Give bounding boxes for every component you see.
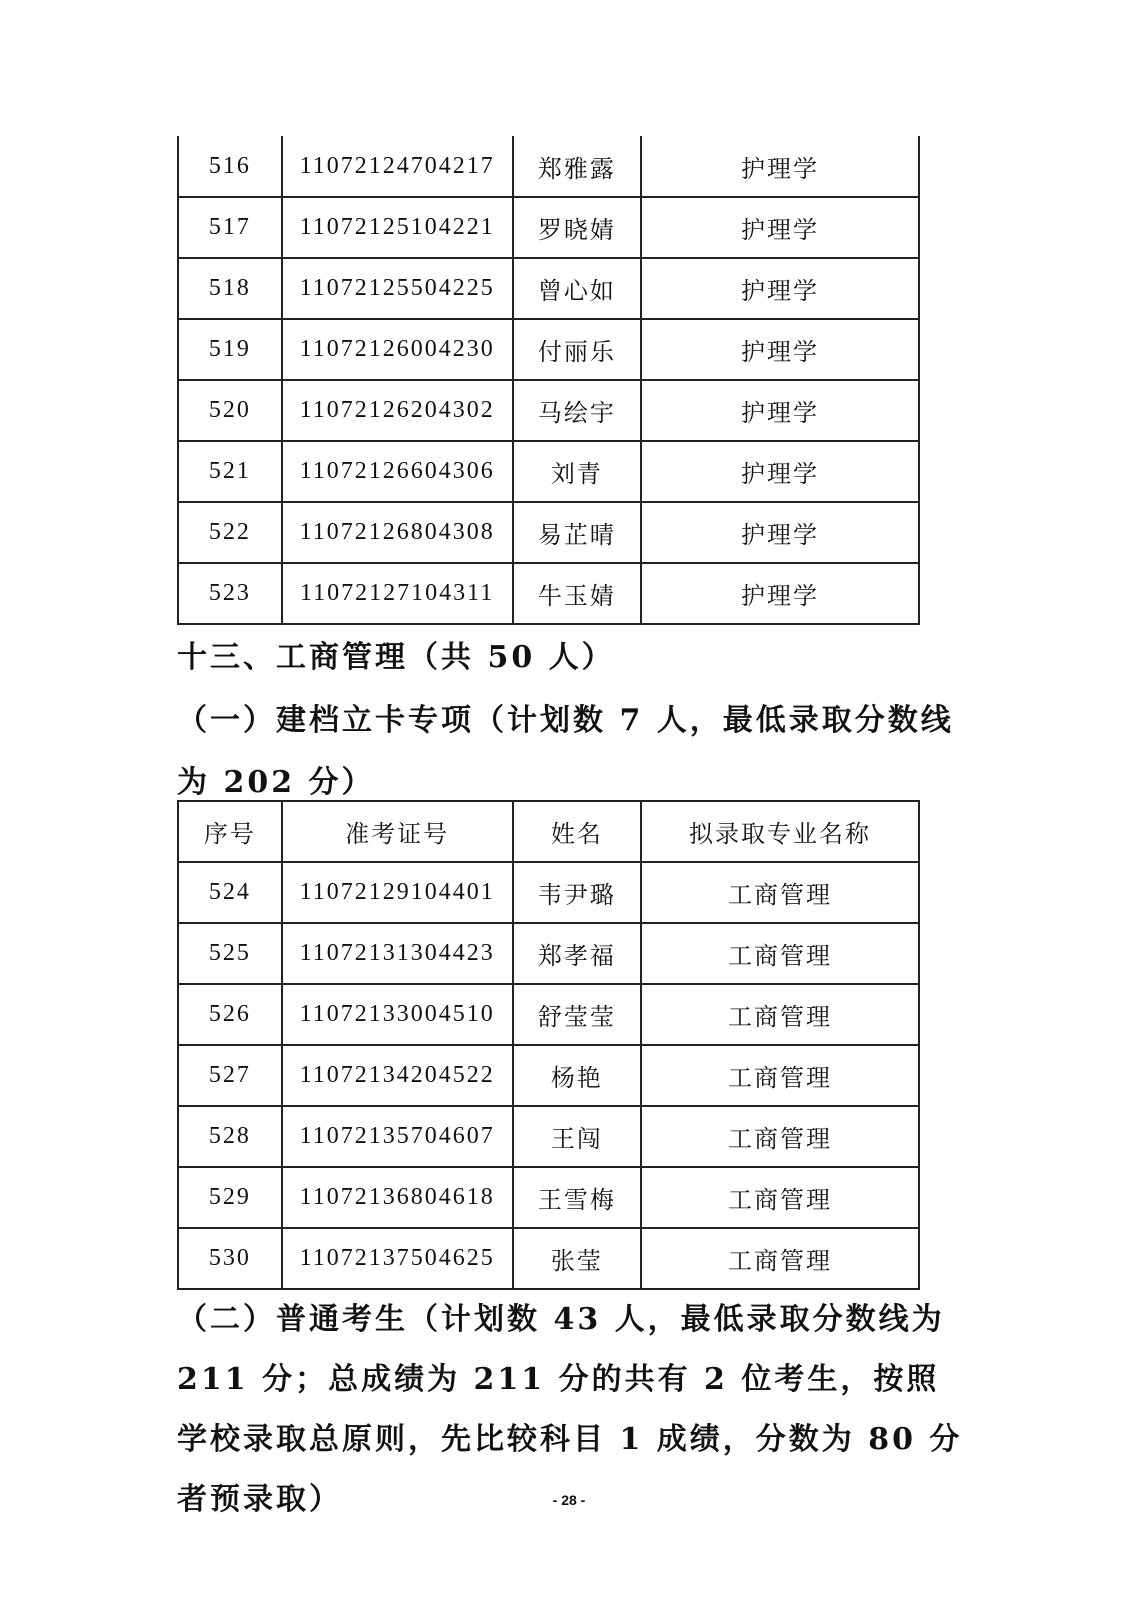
table-row	[178, 136, 919, 197]
cell-no: 530	[178, 1228, 282, 1289]
cell-major: 护理学	[641, 502, 919, 563]
table-row	[178, 502, 919, 563]
cell-no: 526	[178, 984, 282, 1045]
cell-no: 525	[178, 923, 282, 984]
cell-name: 曾心如	[513, 258, 642, 319]
section-heading: 十三、工商管理（共 50 人）	[177, 640, 615, 675]
cell-no: 523	[178, 563, 282, 624]
cell-major: 护理学	[641, 258, 919, 319]
cell-exam-id: 11072126004230	[282, 319, 513, 380]
cell-no: 521	[178, 441, 282, 502]
cell-name: 马绘宇	[513, 380, 642, 441]
cell-exam-id: 11072136804618	[282, 1167, 513, 1228]
cell-major: 工商管理	[641, 1045, 919, 1106]
cell-major: 工商管理	[641, 1167, 919, 1228]
admission-table-business	[177, 800, 920, 1290]
cell-name: 王雪梅	[513, 1167, 642, 1228]
cell-no: 518	[178, 258, 282, 319]
subsection-heading: （一）建档立卡专项（计划数 7 人，最低录取分数线为 202 分）	[177, 703, 954, 800]
cell-major: 护理学	[641, 136, 919, 197]
subsection-paragraph: （二）普通考生（计划数 43 人，最低录取分数线为 211 分；总成绩为 211 分的共有 2 位考生，按照学校录取总原则，先比较科目 1 成绩，分数为 80 分者预录取）	[177, 1302, 963, 1517]
cell-name: 舒莹莹	[513, 984, 642, 1045]
cell-major: 护理学	[641, 380, 919, 441]
table-row	[178, 1106, 919, 1167]
cell-no: 524	[178, 862, 282, 923]
cell-exam-id: 11072126804308	[282, 502, 513, 563]
table-row	[178, 1228, 919, 1289]
table-row	[178, 319, 919, 380]
table-row	[178, 197, 919, 258]
table-row	[178, 258, 919, 319]
cell-major: 工商管理	[641, 862, 919, 923]
cell-major: 护理学	[641, 319, 919, 380]
cell-name: 张莹	[513, 1228, 642, 1289]
cell-major: 护理学	[641, 563, 919, 624]
table-header-row	[178, 801, 919, 862]
table-row	[178, 923, 919, 984]
cell-exam-id: 11072135704607	[282, 1106, 513, 1167]
cell-major: 工商管理	[641, 923, 919, 984]
cell-name: 付丽乐	[513, 319, 642, 380]
cell-major: 工商管理	[641, 984, 919, 1045]
header-major: 拟录取专业名称	[641, 801, 919, 862]
cell-exam-id: 11072137504625	[282, 1228, 513, 1289]
cell-no: 517	[178, 197, 282, 258]
header-no: 序号	[178, 801, 282, 862]
table-row	[178, 862, 919, 923]
cell-name: 杨艳	[513, 1045, 642, 1106]
cell-major: 护理学	[641, 441, 919, 502]
cell-exam-id: 11072131304423	[282, 923, 513, 984]
cell-no: 527	[178, 1045, 282, 1106]
cell-no: 520	[178, 380, 282, 441]
cell-name: 郑孝福	[513, 923, 642, 984]
cell-exam-id: 11072129104401	[282, 862, 513, 923]
table-row	[178, 563, 919, 624]
header-exam-id: 准考证号	[282, 801, 513, 862]
cell-exam-id: 11072126604306	[282, 441, 513, 502]
cell-no: 528	[178, 1106, 282, 1167]
table-row	[178, 1045, 919, 1106]
table-row	[178, 984, 919, 1045]
page-number: - 28 -	[552, 1492, 586, 1508]
cell-exam-id: 11072133004510	[282, 984, 513, 1045]
cell-no: 529	[178, 1167, 282, 1228]
cell-name: 刘青	[513, 441, 642, 502]
cell-exam-id: 11072125104221	[282, 197, 513, 258]
cell-exam-id: 11072127104311	[282, 563, 513, 624]
cell-no: 522	[178, 502, 282, 563]
cell-major: 护理学	[641, 197, 919, 258]
cell-exam-id: 11072125504225	[282, 258, 513, 319]
cell-name: 郑雅露	[513, 136, 642, 197]
header-name: 姓名	[513, 801, 642, 862]
cell-exam-id: 11072124704217	[282, 136, 513, 197]
cell-name: 韦尹璐	[513, 862, 642, 923]
cell-name: 罗晓婧	[513, 197, 642, 258]
cell-major: 工商管理	[641, 1106, 919, 1167]
cell-no: 516	[178, 136, 282, 197]
cell-name: 王闯	[513, 1106, 642, 1167]
cell-name: 易芷晴	[513, 502, 642, 563]
cell-exam-id: 11072126204302	[282, 380, 513, 441]
cell-major: 工商管理	[641, 1228, 919, 1289]
cell-no: 519	[178, 319, 282, 380]
admission-table-nursing	[177, 136, 920, 625]
table-row	[178, 380, 919, 441]
table-row	[178, 441, 919, 502]
cell-exam-id: 11072134204522	[282, 1045, 513, 1106]
table-row	[178, 1167, 919, 1228]
cell-name: 牛玉婧	[513, 563, 642, 624]
